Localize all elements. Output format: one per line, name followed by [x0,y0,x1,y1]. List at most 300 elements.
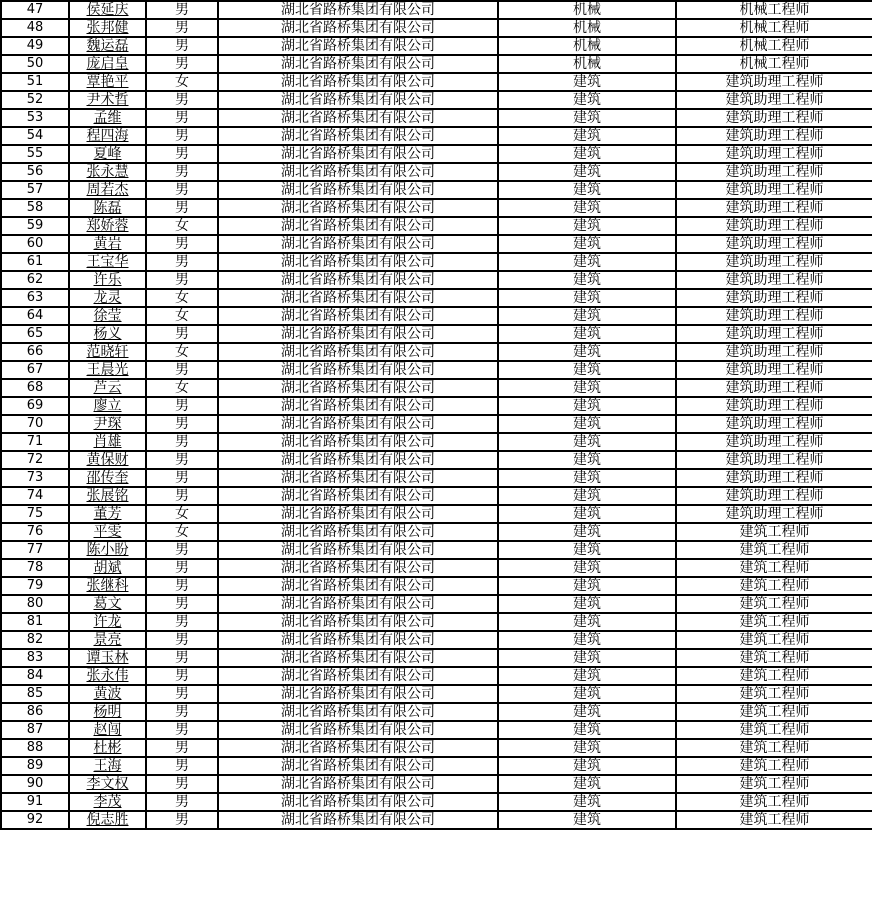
cell-person-name[interactable]: 尹琛 [69,415,146,433]
table-row [1,163,872,181]
cell-company[interactable]: 湖北省路桥集团有限公司 [218,595,498,613]
cell-person-name[interactable]: 龙灵 [69,289,146,307]
cell-job-title[interactable]: 建筑助理工程师 [676,379,872,397]
cell-person-name[interactable]: 范晓轩 [69,343,146,361]
cell-person-name[interactable]: 芦云 [69,379,146,397]
cell-company[interactable]: 湖北省路桥集团有限公司 [218,163,498,181]
cell-job-title[interactable]: 建筑工程师 [676,577,872,595]
cell-gender[interactable]: 男 [146,145,218,163]
cell-job-title[interactable]: 建筑工程师 [676,793,872,811]
cell-job-title[interactable]: 建筑助理工程师 [676,217,872,235]
cell-row-number[interactable]: 90 [1,775,69,793]
cell-job-title[interactable]: 建筑工程师 [676,667,872,685]
cell-gender[interactable]: 男 [146,91,218,109]
table-row [1,469,872,487]
cell-gender[interactable]: 男 [146,109,218,127]
cell-gender[interactable]: 男 [146,757,218,775]
cell-person-name[interactable]: 杜彬 [69,739,146,757]
cell-person-name[interactable]: 夏峰 [69,145,146,163]
cell-specialty[interactable]: 建筑 [498,217,676,235]
cell-job-title[interactable]: 建筑工程师 [676,685,872,703]
table-row [1,433,872,451]
cell-person-name[interactable]: 黄保财 [69,451,146,469]
cell-row-number[interactable]: 71 [1,433,69,451]
cell-company[interactable]: 湖北省路桥集团有限公司 [218,739,498,757]
cell-gender[interactable]: 男 [146,703,218,721]
cell-row-number[interactable]: 67 [1,361,69,379]
cell-job-title[interactable]: 建筑工程师 [676,649,872,667]
cell-specialty[interactable]: 建筑 [498,631,676,649]
cell-specialty[interactable]: 建筑 [498,109,676,127]
table-row [1,757,872,775]
cell-person-name[interactable]: 廖立 [69,397,146,415]
cell-specialty[interactable]: 建筑 [498,343,676,361]
cell-person-name[interactable]: 尹术哲 [69,91,146,109]
cell-specialty[interactable]: 建筑 [498,667,676,685]
cell-specialty[interactable]: 建筑 [498,775,676,793]
cell-gender[interactable]: 男 [146,181,218,199]
cell-job-title[interactable]: 建筑助理工程师 [676,325,872,343]
table-row [1,181,872,199]
cell-job-title[interactable]: 建筑工程师 [676,541,872,559]
cell-company[interactable]: 湖北省路桥集团有限公司 [218,613,498,631]
cell-company[interactable]: 湖北省路桥集团有限公司 [218,55,498,73]
cell-company[interactable]: 湖北省路桥集团有限公司 [218,667,498,685]
cell-row-number[interactable]: 48 [1,19,69,37]
cell-person-name[interactable]: 许乐 [69,271,146,289]
table-row [1,343,872,361]
cell-specialty[interactable]: 建筑 [498,559,676,577]
cell-gender[interactable]: 男 [146,739,218,757]
cell-specialty[interactable]: 建筑 [498,397,676,415]
cell-job-title[interactable]: 建筑助理工程师 [676,307,872,325]
cell-company[interactable]: 湖北省路桥集团有限公司 [218,127,498,145]
cell-specialty[interactable]: 建筑 [498,739,676,757]
cell-gender[interactable]: 男 [146,487,218,505]
cell-row-number[interactable]: 88 [1,739,69,757]
cell-row-number[interactable]: 76 [1,523,69,541]
cell-specialty[interactable]: 机械 [498,37,676,55]
cell-person-name[interactable]: 肖雄 [69,433,146,451]
cell-specialty[interactable]: 建筑 [498,595,676,613]
table-row [1,775,872,793]
cell-specialty[interactable]: 建筑 [498,181,676,199]
cell-job-title[interactable]: 建筑助理工程师 [676,145,872,163]
cell-row-number[interactable]: 77 [1,541,69,559]
cell-person-name[interactable]: 谭玉林 [69,649,146,667]
cell-specialty[interactable]: 建筑 [498,307,676,325]
cell-row-number[interactable]: 68 [1,379,69,397]
cell-row-number[interactable]: 59 [1,217,69,235]
cell-specialty[interactable]: 建筑 [498,793,676,811]
cell-gender[interactable]: 男 [146,271,218,289]
cell-person-name[interactable]: 李文权 [69,775,146,793]
cell-gender[interactable]: 女 [146,523,218,541]
cell-row-number[interactable]: 70 [1,415,69,433]
cell-company[interactable]: 湖北省路桥集团有限公司 [218,523,498,541]
cell-company[interactable]: 湖北省路桥集团有限公司 [218,91,498,109]
table-row [1,19,872,37]
cell-gender[interactable]: 男 [146,127,218,145]
cell-specialty[interactable]: 建筑 [498,811,676,829]
cell-specialty[interactable]: 建筑 [498,433,676,451]
cell-person-name[interactable]: 葛文 [69,595,146,613]
cell-specialty[interactable]: 建筑 [498,451,676,469]
cell-person-name[interactable]: 张邦健 [69,19,146,37]
cell-specialty[interactable]: 建筑 [498,235,676,253]
cell-gender[interactable]: 男 [146,793,218,811]
cell-gender[interactable]: 男 [146,667,218,685]
cell-gender[interactable]: 男 [146,541,218,559]
cell-person-name[interactable]: 庞启皇 [69,55,146,73]
cell-specialty[interactable]: 建筑 [498,127,676,145]
cell-specialty[interactable]: 建筑 [498,415,676,433]
cell-person-name[interactable]: 杨明 [69,703,146,721]
cell-specialty[interactable]: 建筑 [498,721,676,739]
table-row [1,451,872,469]
cell-job-title[interactable]: 建筑助理工程师 [676,397,872,415]
cell-person-name[interactable]: 侯延庆 [69,1,146,19]
cell-specialty[interactable]: 建筑 [498,757,676,775]
cell-person-name[interactable]: 魏运磊 [69,37,146,55]
cell-row-number[interactable]: 92 [1,811,69,829]
cell-company[interactable]: 湖北省路桥集团有限公司 [218,19,498,37]
cell-person-name[interactable]: 陈小盼 [69,541,146,559]
table-row [1,55,872,73]
cell-job-title[interactable]: 建筑助理工程师 [676,505,872,523]
cell-person-name[interactable]: 黄波 [69,685,146,703]
cell-job-title[interactable]: 建筑工程师 [676,721,872,739]
cell-specialty[interactable]: 建筑 [498,73,676,91]
cell-person-name[interactable]: 景亮 [69,631,146,649]
cell-row-number[interactable]: 56 [1,163,69,181]
cell-job-title[interactable]: 建筑工程师 [676,739,872,757]
cell-row-number[interactable]: 75 [1,505,69,523]
cell-gender[interactable]: 男 [146,631,218,649]
cell-job-title[interactable]: 建筑助理工程师 [676,487,872,505]
cell-person-name[interactable]: 黄岩 [69,235,146,253]
table-row [1,73,872,91]
cell-gender[interactable]: 男 [146,469,218,487]
cell-person-name[interactable]: 许龙 [69,613,146,631]
table-row [1,379,872,397]
cell-company[interactable]: 湖北省路桥集团有限公司 [218,487,498,505]
cell-person-name[interactable]: 张展铭 [69,487,146,505]
cell-specialty[interactable]: 建筑 [498,271,676,289]
cell-person-name[interactable]: 赵闯 [69,721,146,739]
cell-company[interactable]: 湖北省路桥集团有限公司 [218,181,498,199]
cell-specialty[interactable]: 建筑 [498,649,676,667]
cell-specialty[interactable]: 建筑 [498,613,676,631]
cell-person-name[interactable]: 胡斌 [69,559,146,577]
cell-gender[interactable]: 男 [146,361,218,379]
cell-company[interactable]: 湖北省路桥集团有限公司 [218,559,498,577]
cell-gender[interactable]: 男 [146,235,218,253]
cell-specialty[interactable]: 建筑 [498,505,676,523]
cell-job-title[interactable]: 建筑工程师 [676,775,872,793]
cell-company[interactable]: 湖北省路桥集团有限公司 [218,73,498,91]
cell-row-number[interactable]: 72 [1,451,69,469]
cell-row-number[interactable]: 81 [1,613,69,631]
cell-specialty[interactable]: 建筑 [498,577,676,595]
cell-company[interactable]: 湖北省路桥集团有限公司 [218,109,498,127]
cell-company[interactable]: 湖北省路桥集团有限公司 [218,631,498,649]
cell-person-name[interactable]: 徐莹 [69,307,146,325]
cell-specialty[interactable]: 建筑 [498,703,676,721]
cell-gender[interactable]: 男 [146,1,218,19]
cell-specialty[interactable]: 建筑 [498,361,676,379]
cell-gender[interactable]: 男 [146,415,218,433]
cell-row-number[interactable]: 63 [1,289,69,307]
cell-gender[interactable]: 男 [146,397,218,415]
cell-row-number[interactable]: 82 [1,631,69,649]
cell-company[interactable]: 湖北省路桥集团有限公司 [218,757,498,775]
cell-specialty[interactable]: 建筑 [498,253,676,271]
cell-job-title[interactable]: 建筑工程师 [676,703,872,721]
table-row [1,235,872,253]
cell-company[interactable]: 湖北省路桥集团有限公司 [218,721,498,739]
cell-row-number[interactable]: 87 [1,721,69,739]
cell-company[interactable]: 湖北省路桥集团有限公司 [218,37,498,55]
cell-specialty[interactable]: 机械 [498,19,676,37]
cell-company[interactable]: 湖北省路桥集团有限公司 [218,379,498,397]
cell-gender[interactable]: 女 [146,217,218,235]
cell-row-number[interactable]: 55 [1,145,69,163]
cell-specialty[interactable]: 建筑 [498,289,676,307]
cell-row-number[interactable]: 74 [1,487,69,505]
roster-table-body [1,1,872,829]
cell-person-name[interactable]: 程四海 [69,127,146,145]
cell-specialty[interactable]: 建筑 [498,163,676,181]
cell-job-title[interactable]: 建筑助理工程师 [676,433,872,451]
cell-gender[interactable]: 男 [146,433,218,451]
cell-job-title[interactable]: 建筑工程师 [676,559,872,577]
cell-company[interactable]: 湖北省路桥集团有限公司 [218,469,498,487]
cell-row-number[interactable]: 73 [1,469,69,487]
cell-job-title[interactable]: 建筑助理工程师 [676,181,872,199]
cell-company[interactable]: 湖北省路桥集团有限公司 [218,451,498,469]
cell-gender[interactable]: 男 [146,577,218,595]
cell-gender[interactable]: 男 [146,37,218,55]
cell-gender[interactable]: 女 [146,343,218,361]
cell-company[interactable]: 湖北省路桥集团有限公司 [218,415,498,433]
table-row [1,289,872,307]
cell-company[interactable]: 湖北省路桥集团有限公司 [218,685,498,703]
cell-gender[interactable]: 男 [146,649,218,667]
cell-job-title[interactable]: 建筑助理工程师 [676,91,872,109]
cell-person-name[interactable]: 王海 [69,757,146,775]
cell-company[interactable]: 湖北省路桥集团有限公司 [218,325,498,343]
cell-job-title[interactable]: 机械工程师 [676,55,872,73]
cell-specialty[interactable]: 建筑 [498,685,676,703]
cell-job-title[interactable]: 机械工程师 [676,37,872,55]
cell-job-title[interactable]: 建筑助理工程师 [676,451,872,469]
cell-specialty[interactable]: 建筑 [498,325,676,343]
cell-company[interactable]: 湖北省路桥集团有限公司 [218,145,498,163]
cell-gender[interactable]: 男 [146,613,218,631]
cell-job-title[interactable]: 建筑助理工程师 [676,469,872,487]
cell-company[interactable]: 湖北省路桥集团有限公司 [218,397,498,415]
cell-gender[interactable]: 男 [146,325,218,343]
cell-row-number[interactable]: 85 [1,685,69,703]
cell-company[interactable]: 湖北省路桥集团有限公司 [218,235,498,253]
cell-job-title[interactable]: 建筑助理工程师 [676,109,872,127]
cell-row-number[interactable]: 61 [1,253,69,271]
cell-job-title[interactable]: 建筑工程师 [676,613,872,631]
table-row [1,271,872,289]
cell-company[interactable]: 湖北省路桥集团有限公司 [218,793,498,811]
cell-person-name[interactable]: 李茂 [69,793,146,811]
cell-gender[interactable]: 男 [146,199,218,217]
cell-job-title[interactable]: 建筑助理工程师 [676,163,872,181]
cell-gender[interactable]: 男 [146,253,218,271]
cell-gender[interactable]: 女 [146,379,218,397]
cell-specialty[interactable]: 建筑 [498,469,676,487]
cell-specialty[interactable]: 建筑 [498,199,676,217]
cell-company[interactable]: 湖北省路桥集团有限公司 [218,811,498,829]
table-row [1,721,872,739]
cell-person-name[interactable]: 周若杰 [69,181,146,199]
cell-company[interactable]: 湖北省路桥集团有限公司 [218,271,498,289]
cell-row-number[interactable]: 84 [1,667,69,685]
cell-row-number[interactable]: 51 [1,73,69,91]
cell-gender[interactable]: 男 [146,559,218,577]
cell-gender[interactable]: 女 [146,289,218,307]
cell-company[interactable]: 湖北省路桥集团有限公司 [218,1,498,19]
cell-specialty[interactable]: 建筑 [498,379,676,397]
cell-specialty[interactable]: 机械 [498,55,676,73]
cell-specialty[interactable]: 建筑 [498,523,676,541]
cell-row-number[interactable]: 58 [1,199,69,217]
cell-specialty[interactable]: 建筑 [498,487,676,505]
cell-row-number[interactable]: 50 [1,55,69,73]
cell-company[interactable]: 湖北省路桥集团有限公司 [218,433,498,451]
cell-job-title[interactable]: 建筑工程师 [676,595,872,613]
cell-row-number[interactable]: 64 [1,307,69,325]
table-row [1,253,872,271]
cell-company[interactable]: 湖北省路桥集团有限公司 [218,253,498,271]
cell-row-number[interactable]: 52 [1,91,69,109]
cell-person-name[interactable]: 董芳 [69,505,146,523]
cell-company[interactable]: 湖北省路桥集团有限公司 [218,361,498,379]
cell-job-title[interactable]: 建筑助理工程师 [676,235,872,253]
cell-row-number[interactable]: 69 [1,397,69,415]
cell-person-name[interactable]: 郑娇蓉 [69,217,146,235]
cell-person-name[interactable]: 平雯 [69,523,146,541]
cell-person-name[interactable]: 杨义 [69,325,146,343]
cell-specialty[interactable]: 建筑 [498,541,676,559]
cell-row-number[interactable]: 47 [1,1,69,19]
table-row [1,91,872,109]
cell-job-title[interactable]: 建筑助理工程师 [676,289,872,307]
cell-specialty[interactable]: 建筑 [498,91,676,109]
cell-job-title[interactable]: 机械工程师 [676,19,872,37]
cell-gender[interactable]: 男 [146,451,218,469]
cell-row-number[interactable]: 60 [1,235,69,253]
cell-specialty[interactable]: 建筑 [498,145,676,163]
cell-company[interactable]: 湖北省路桥集团有限公司 [218,577,498,595]
cell-row-number[interactable]: 91 [1,793,69,811]
cell-job-title[interactable]: 建筑助理工程师 [676,415,872,433]
cell-person-name[interactable]: 邵传奎 [69,469,146,487]
cell-gender[interactable]: 男 [146,19,218,37]
cell-gender[interactable]: 男 [146,55,218,73]
cell-row-number[interactable]: 89 [1,757,69,775]
cell-row-number[interactable]: 80 [1,595,69,613]
cell-gender[interactable]: 男 [146,595,218,613]
cell-row-number[interactable]: 49 [1,37,69,55]
cell-company[interactable]: 湖北省路桥集团有限公司 [218,289,498,307]
cell-gender[interactable]: 女 [146,505,218,523]
cell-row-number[interactable]: 79 [1,577,69,595]
cell-job-title[interactable]: 建筑助理工程师 [676,199,872,217]
cell-company[interactable]: 湖北省路桥集团有限公司 [218,199,498,217]
cell-company[interactable]: 湖北省路桥集团有限公司 [218,649,498,667]
cell-job-title[interactable]: 建筑助理工程师 [676,271,872,289]
cell-row-number[interactable]: 54 [1,127,69,145]
cell-person-name[interactable]: 张继科 [69,577,146,595]
table-row [1,649,872,667]
cell-person-name[interactable]: 陈磊 [69,199,146,217]
cell-row-number[interactable]: 78 [1,559,69,577]
cell-company[interactable]: 湖北省路桥集团有限公司 [218,775,498,793]
cell-gender[interactable]: 男 [146,685,218,703]
cell-gender[interactable]: 男 [146,721,218,739]
cell-row-number[interactable]: 62 [1,271,69,289]
cell-gender[interactable]: 女 [146,73,218,91]
cell-row-number[interactable]: 53 [1,109,69,127]
cell-job-title[interactable]: 建筑工程师 [676,757,872,775]
cell-job-title[interactable]: 建筑助理工程师 [676,343,872,361]
cell-job-title[interactable]: 建筑工程师 [676,523,872,541]
cell-person-name[interactable]: 覃艳平 [69,73,146,91]
cell-row-number[interactable]: 66 [1,343,69,361]
cell-person-name[interactable]: 王宝华 [69,253,146,271]
cell-company[interactable]: 湖北省路桥集团有限公司 [218,217,498,235]
table-row [1,325,872,343]
cell-gender[interactable]: 男 [146,163,218,181]
cell-row-number[interactable]: 83 [1,649,69,667]
cell-job-title[interactable]: 建筑助理工程师 [676,361,872,379]
cell-person-name[interactable]: 倪志胜 [69,811,146,829]
table-row [1,361,872,379]
cell-person-name[interactable]: 张永慧 [69,163,146,181]
cell-company[interactable]: 湖北省路桥集团有限公司 [218,343,498,361]
cell-gender[interactable]: 男 [146,775,218,793]
cell-specialty[interactable]: 机械 [498,1,676,19]
table-row [1,541,872,559]
cell-company[interactable]: 湖北省路桥集团有限公司 [218,307,498,325]
cell-job-title[interactable]: 建筑助理工程师 [676,73,872,91]
cell-job-title[interactable]: 建筑工程师 [676,811,872,829]
cell-row-number[interactable]: 65 [1,325,69,343]
cell-row-number[interactable]: 57 [1,181,69,199]
cell-job-title[interactable]: 机械工程师 [676,1,872,19]
cell-job-title[interactable]: 建筑助理工程师 [676,127,872,145]
cell-person-name[interactable]: 王晨光 [69,361,146,379]
cell-person-name[interactable]: 孟维 [69,109,146,127]
cell-gender[interactable]: 女 [146,307,218,325]
cell-row-number[interactable]: 86 [1,703,69,721]
cell-job-title[interactable]: 建筑工程师 [676,631,872,649]
cell-company[interactable]: 湖北省路桥集团有限公司 [218,505,498,523]
cell-company[interactable]: 湖北省路桥集团有限公司 [218,541,498,559]
cell-job-title[interactable]: 建筑助理工程师 [676,253,872,271]
cell-person-name[interactable]: 张永伟 [69,667,146,685]
cell-gender[interactable]: 男 [146,811,218,829]
table-row [1,631,872,649]
cell-company[interactable]: 湖北省路桥集团有限公司 [218,703,498,721]
